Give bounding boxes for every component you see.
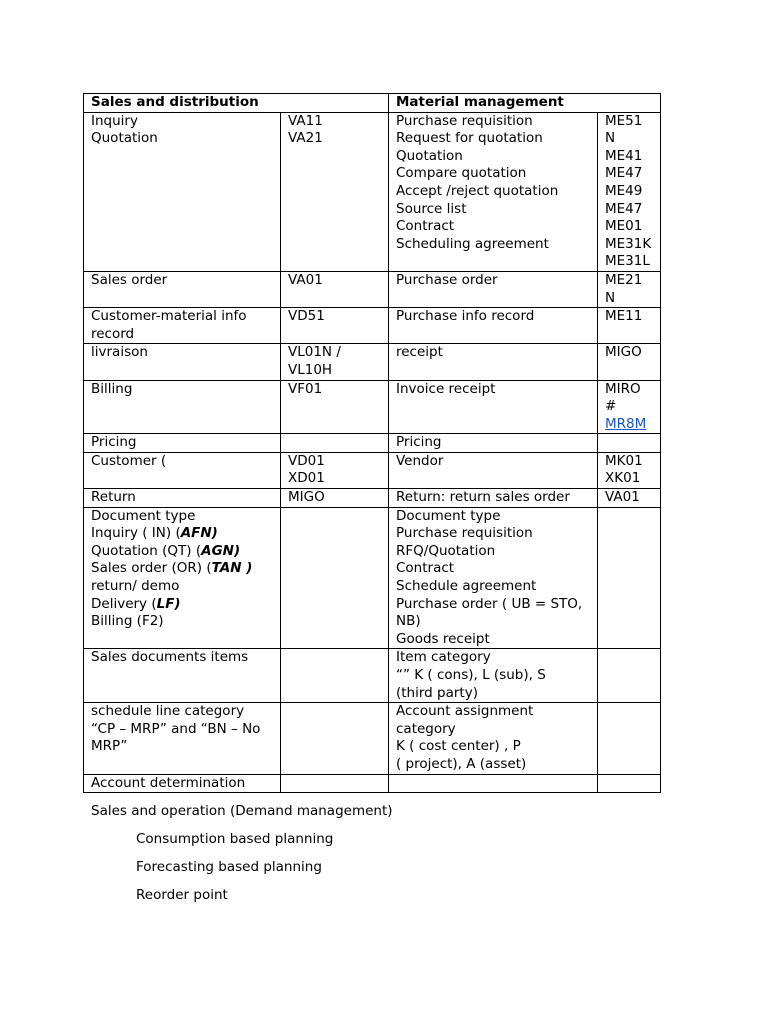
- mm-account-assignment-cell: [389, 703, 598, 774]
- mm-document-types-cell-line: Goods receipt: [396, 630, 490, 647]
- mm-process-cell-line: Return: return sales order: [396, 489, 570, 506]
- mm-document-types-cell: [389, 507, 598, 649]
- mm-document-types-cell-line: NB): [396, 613, 421, 630]
- mm-process-cell-line: Quotation: [396, 147, 463, 164]
- empty-cell: [598, 774, 661, 793]
- sd-process-cell-line: record: [91, 325, 135, 342]
- sd-process-cell: [84, 434, 281, 453]
- sd-process-cell-line: Inquiry: [91, 112, 138, 129]
- sd-process-cell: [84, 308, 281, 344]
- sd-doc-type-text: Sales order (OR) (: [91, 560, 212, 577]
- mm-process-cell-line: Contract: [396, 218, 455, 235]
- mm-document-types-cell-line: Schedule agreement: [396, 578, 537, 595]
- mm-process-cell-line: Purchase order: [396, 271, 498, 288]
- mm-tcode-cell-line: ME01: [605, 218, 643, 235]
- sd-doc-type-code: AFN): [180, 525, 218, 542]
- sd-doc-type-item: [91, 596, 280, 614]
- sd-doc-type-text: Quotation (QT) (: [91, 542, 202, 559]
- sd-doc-type-item: [91, 613, 280, 631]
- sd-process-cell: [84, 344, 281, 380]
- table-row: [84, 344, 661, 380]
- sd-process-cell: [84, 380, 281, 434]
- sd-process-cell: [84, 452, 281, 488]
- sd-tcode-cell-line: XD01: [288, 470, 325, 487]
- mm-doc-type-code-cell: [598, 507, 661, 649]
- sd-process-cell-line: Quotation: [91, 130, 158, 147]
- list-item-reorder: Reorder point: [136, 887, 228, 903]
- schedule-line-row: [84, 703, 661, 774]
- sd-tcode-cell-line: VA11: [288, 112, 323, 129]
- mm-document-types-cell-line: Purchase order ( UB = STO,: [396, 595, 583, 612]
- mm-tcode-cell-line: N: [605, 130, 616, 147]
- mm-process-cell-line: Invoice receipt: [396, 380, 496, 397]
- list-item-forecasting: Forecasting based planning: [136, 859, 322, 875]
- mm-account-assignment-cell-line: Account assignment: [396, 703, 534, 720]
- mm-tcode-cell-line: ME31K: [605, 235, 652, 252]
- mm-tcode-cell: [598, 308, 661, 344]
- mm-process-cell: [389, 489, 598, 508]
- mm-process-cell: [389, 112, 598, 271]
- sd-doc-type-text: Billing (F2): [91, 613, 164, 630]
- mm-process-cell-line: Accept /reject quotation: [396, 182, 559, 199]
- mm-account-assignment-cell-line: K ( cost center) , P: [396, 738, 521, 755]
- sd-doc-type-item: [91, 525, 280, 543]
- sd-tcode-cell-line: VF01: [288, 380, 323, 397]
- sd-items-code-cell: [281, 649, 389, 703]
- mm-tcode-cell: [598, 112, 661, 271]
- mm-item-category-cell: [389, 649, 598, 703]
- mm-tcode-cell: [598, 344, 661, 380]
- sd-process-cell-line: Customer-material info: [91, 308, 247, 325]
- sap-transactions-table: [83, 93, 661, 793]
- mm-process-cell: [389, 344, 598, 380]
- sd-doc-type-text: Delivery (: [91, 595, 157, 612]
- sd-process-cell: [84, 112, 281, 271]
- sd-process-cell-line: Sales order: [91, 271, 168, 288]
- table-row: [84, 271, 661, 307]
- mm-account-assignment-cell-line: category: [396, 720, 456, 737]
- sd-tcode-cell: [281, 344, 389, 380]
- table-header-row: [84, 94, 661, 113]
- sd-doc-type-code: AGN): [201, 542, 241, 559]
- sd-process-cell-line: Pricing: [91, 434, 137, 451]
- sd-tcode-cell: [281, 308, 389, 344]
- sd-tcode-cell: [281, 112, 389, 271]
- mm-process-cell-line: Source list: [396, 200, 467, 217]
- mm-document-types-cell-line: Contract: [396, 560, 455, 577]
- empty-cell: [389, 774, 598, 793]
- mm-tcode-cell: [598, 380, 661, 434]
- sd-tcode-cell-line: MIGO: [288, 489, 325, 506]
- sd-tcode-cell-line: VD01: [288, 452, 325, 469]
- account-determination-row: [84, 774, 661, 793]
- mm-document-types-cell-line: Document type: [396, 507, 501, 524]
- mm-schedule-code-cell: [598, 703, 661, 774]
- mm-tcode-cell-line: ME41: [605, 147, 643, 164]
- mm-tcode-cell-line: ME49: [605, 182, 643, 199]
- mm-account-assignment-cell-line: ( project), A (asset): [396, 755, 527, 772]
- sd-tcode-cell-line: VA21: [288, 130, 323, 147]
- table-row: [84, 489, 661, 508]
- mm-tcode-cell: [598, 434, 661, 453]
- sd-doc-type-text: return/ demo: [91, 578, 180, 595]
- sd-process-cell-line: Return: [91, 489, 136, 506]
- sd-process-cell-line: Billing: [91, 380, 133, 397]
- mm-tcode-cell-line: ME11: [605, 308, 643, 325]
- sd-tcode-cell-line: VD51: [288, 308, 325, 325]
- table-row: [84, 452, 661, 488]
- mm-process-cell-line: Compare quotation: [396, 165, 527, 182]
- sd-tcode-cell: [281, 380, 389, 434]
- table-row: [84, 112, 661, 271]
- mm-process-cell-line: Scheduling agreement: [396, 235, 549, 252]
- mm-process-cell-line: receipt: [396, 344, 443, 361]
- mm-tcode-cell-line: ME51: [605, 112, 643, 129]
- mm-tcode-cell-line: N: [605, 289, 616, 306]
- sd-process-cell-line: Customer (: [91, 452, 167, 469]
- sd-doc-type-item: [91, 560, 280, 578]
- sd-schedule-code-cell: [281, 703, 389, 774]
- mm-document-types-cell-line: RFQ/Quotation: [396, 542, 496, 559]
- mm-tcode-cell-line: #: [605, 398, 617, 415]
- sd-doc-type-item: [91, 578, 280, 596]
- sd-doc-type-text: Inquiry ( IN) (: [91, 525, 181, 542]
- sd-schedule-line-cell: [84, 703, 281, 774]
- mm-item-category-cell-line: Item category: [396, 649, 491, 666]
- sd-tcode-cell-line: VA01: [288, 271, 323, 288]
- sd-items-cell: Sales documents items: [84, 649, 281, 703]
- mm-tcode-cell-line: ME47: [605, 165, 643, 182]
- table-row: [84, 434, 661, 453]
- mm-tcode-cell-line: XK01: [605, 470, 641, 487]
- table-row: [84, 308, 661, 344]
- sd-schedule-line-cell-line: MRP”: [91, 738, 128, 755]
- sd-process-cell-line: livraison: [91, 344, 148, 361]
- mm-process-cell-line: Request for quotation: [396, 130, 543, 147]
- sd-schedule-line-cell-line: schedule line category: [91, 703, 245, 720]
- sd-process-cell: [84, 489, 281, 508]
- sd-tcode-cell: [281, 452, 389, 488]
- item-category-row: [84, 649, 661, 703]
- mm-process-cell-line: Vendor: [396, 452, 444, 469]
- mm-process-cell-line: Purchase requisition: [396, 112, 533, 129]
- mm-item-category-cell-line: (third party): [396, 684, 478, 701]
- mr8m-link[interactable]: MR8M: [605, 415, 647, 432]
- sd-doc-type-code: LF): [156, 595, 181, 612]
- mm-document-types-cell-line: Purchase requisition: [396, 525, 533, 542]
- sd-tcode-cell-line: VL10H: [288, 361, 333, 378]
- mm-tcode-cell-line: ME31L: [605, 253, 650, 270]
- sd-doc-type-item: [91, 543, 280, 561]
- mm-process-cell-line: Purchase info record: [396, 308, 535, 325]
- sd-document-types-cell: [84, 507, 281, 649]
- table-row: [84, 380, 661, 434]
- sd-tcode-cell: [281, 434, 389, 453]
- sd-tcode-cell-line: VL01N /: [288, 344, 341, 361]
- mm-tcode-cell-line: ME47: [605, 200, 643, 217]
- sd-process-cell: [84, 271, 281, 307]
- sd-doc-type-title: Document type: [91, 507, 196, 524]
- mm-items-code-cell: [598, 649, 661, 703]
- mm-tcode-cell-line: ME21: [605, 271, 643, 288]
- mm-tcode-cell: [598, 452, 661, 488]
- sd-tcode-cell: [281, 489, 389, 508]
- mm-process-cell: [389, 434, 598, 453]
- sd-tcode-cell: [281, 271, 389, 307]
- document-type-row: [84, 507, 661, 649]
- mm-item-category-cell-line: “” K ( cons), L (sub), S: [396, 667, 546, 683]
- sd-doc-type-code-cell: [281, 507, 389, 649]
- sd-schedule-line-cell-line: “CP – MRP” and “BN – No: [91, 720, 261, 737]
- mm-tcode-cell-line: VA01: [605, 489, 640, 506]
- empty-cell: [281, 774, 389, 793]
- mm-tcode-cell-line: MIGO: [605, 344, 642, 361]
- header-sales-distribution: Sales and distribution: [84, 94, 389, 113]
- mm-tcode-cell: [598, 489, 661, 508]
- mm-process-cell: [389, 271, 598, 307]
- list-item-consumption: Consumption based planning: [136, 831, 334, 847]
- mm-process-cell: [389, 452, 598, 488]
- section-heading: Sales and operation (Demand management): [91, 803, 393, 819]
- sd-doc-type-code: TAN ): [211, 560, 253, 577]
- mm-process-cell-line: Pricing: [396, 434, 442, 451]
- header-material-management: Material management: [389, 94, 661, 113]
- mm-tcode-cell: [598, 271, 661, 307]
- mm-process-cell: [389, 380, 598, 434]
- mm-tcode-cell-line: MIRO: [605, 380, 641, 397]
- mm-tcode-cell-line: MK01: [605, 452, 643, 469]
- sd-account-determination-cell: Account determination: [84, 774, 281, 793]
- mm-process-cell: [389, 308, 598, 344]
